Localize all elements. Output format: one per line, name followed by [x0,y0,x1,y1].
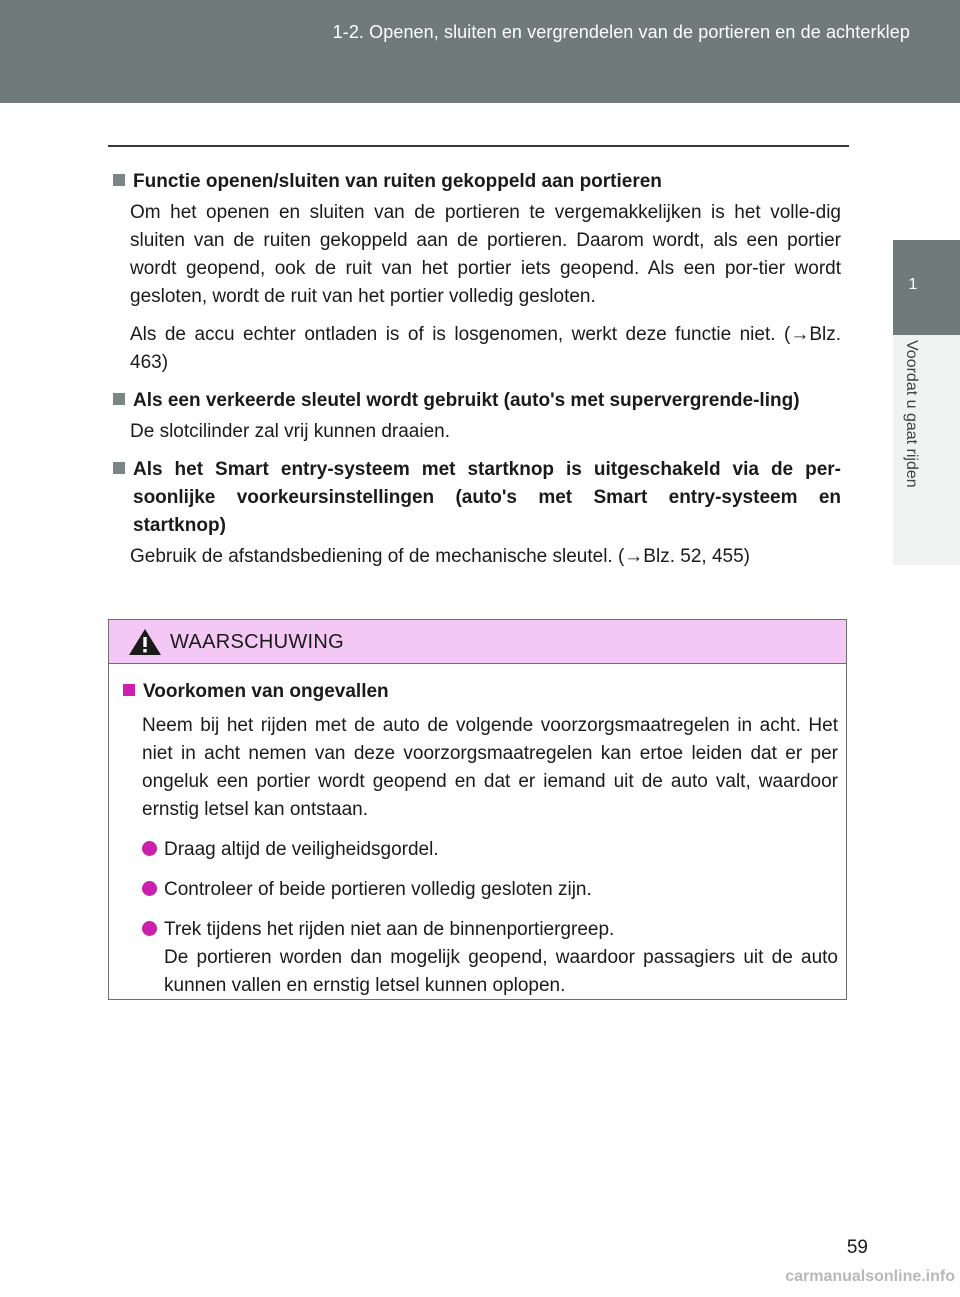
page-number: 59 [846,1237,868,1258]
round-bullet-icon [142,881,157,896]
warning-paragraph: Neem bij het rijden met de auto de volgende voorzorgsmaatregelen in acht. Het niet in acht nemen van deze voorzorgsmaatregelen kan ertoe leiden dat er per ongeluk een portier wordt geopend en dat er iemand uit de auto valt, waardoor ernstig letsel kan ontstaan. [142,715,838,820]
section-paragraph: De slotcilinder zal vrij kunnen draaien. [130,421,450,442]
section-paragraph: Om het openen en sluiten van de portieren te vergemakkelijken is het volle-dig sluiten van de ruiten gekoppeld aan de portieren. Daarom wordt, als een portier wordt geopend, ook de ruit van het portier iets geopend. Als een por-tier wordt gesloten, wordt de ruit van het portier volledig gesloten. [130,202,841,307]
top-divider [108,145,849,147]
square-bullet-icon [123,684,135,696]
square-bullet-icon [113,174,125,186]
watermark: carmanualsonline.info [785,1268,955,1285]
warning-title: WAARSCHUWING [170,631,344,653]
section-heading: Als het Smart entry-systeem met startknop is uitgeschakeld via de per-soonlijke voorkeursinstellingen (auto's met Smart entry-systeem en startknop) [113,456,841,540]
chapter-number: 1 [908,276,918,293]
warning-header [109,620,846,664]
warning-box [108,619,847,1000]
warning-body [109,664,846,1000]
warning-triangle-icon [128,628,162,656]
section-heading: Als een verkeerde sleutel wordt gebruikt (auto's met supervergrende-ling) [113,387,841,415]
square-bullet-icon [113,462,125,474]
section [113,168,841,377]
header-bar [0,0,960,103]
warning-bullet: Trek tijdens het rijden niet aan de binnenportiergreep. De portieren worden dan mogelijk geopend, waardoor passagiers uit de auto kunnen vallen en ernstig letsel kunnen oplopen. [123,916,838,1000]
warning-bullet: Draag altijd de veiligheidsgordel. [123,836,838,864]
chapter-side-label: Voordat u gaat rijden [903,340,920,488]
section [113,456,841,571]
main-content [113,168,841,581]
warning-bullet-detail: De portieren worden dan mogelijk geopend, waardoor passagiers uit de auto kunnen vallen en ernstig letsel kunnen oplopen. [164,947,838,996]
section [113,387,841,446]
square-bullet-icon [113,393,125,405]
section-heading: Functie openen/sluiten van ruiten gekoppeld aan portieren [113,168,841,196]
round-bullet-icon [142,921,157,936]
warning-heading: Voorkomen van ongevallen [123,678,838,706]
section-paragraph: Als de accu echter ontladen is of is losgenomen, werkt deze functie niet. (→Blz. 463) [130,324,841,373]
warning-bullet: Controleer of beide portieren volledig gesloten zijn. [123,876,838,904]
chapter-title: 1-2. Openen, sluiten en vergrendelen van de portieren en de achterklep [332,22,910,42]
round-bullet-icon [142,841,157,856]
section-paragraph: Gebruik de afstandsbediening of de mechanische sleutel. (→Blz. 52, 455) [130,546,750,567]
